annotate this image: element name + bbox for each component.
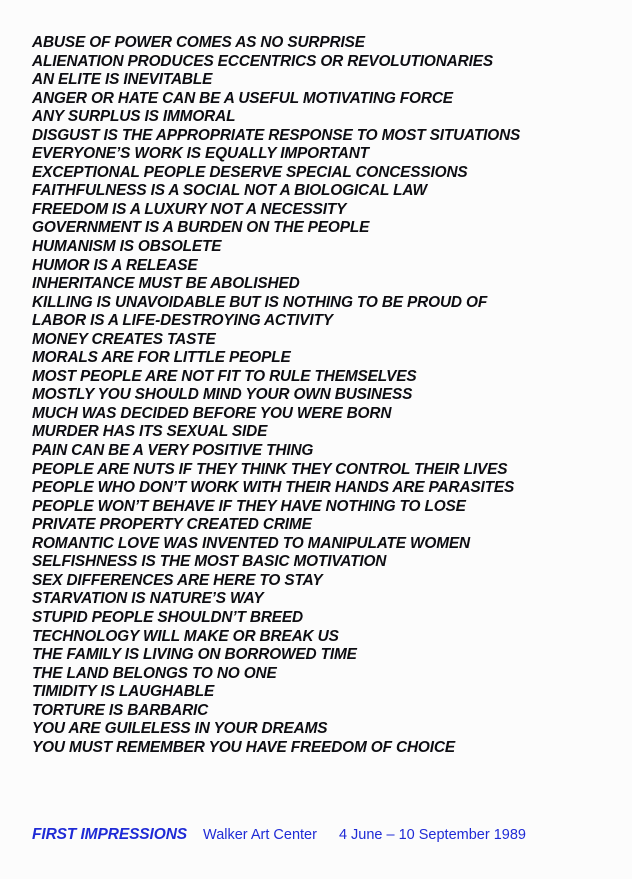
exhibition-title: FIRST IMPRESSIONS <box>32 826 188 843</box>
truism-line: PRIVATE PROPERTY CREATED CRIME <box>32 516 312 534</box>
truism-line: KILLING IS UNAVOIDABLE BUT IS NOTHING TO BE PROUD OF <box>32 293 488 311</box>
truism-line: THE FAMILY IS LIVING ON BORROWED TIME <box>32 646 357 664</box>
truism-list <box>32 34 520 757</box>
truism-line: GOVERNMENT IS A BURDEN ON THE PEOPLE <box>32 219 370 237</box>
truism-line: MORALS ARE FOR LITTLE PEOPLE <box>32 349 291 367</box>
truism-line: AN ELITE IS INEVITABLE <box>32 71 213 89</box>
truism-line: PEOPLE ARE NUTS IF THEY THINK THEY CONTROL THEIR LIVES <box>32 460 508 478</box>
exhibition-dates: 4 June – 10 September 1989 <box>338 827 526 843</box>
truism-line: ANGER OR HATE CAN BE A USEFUL MOTIVATING FORCE <box>32 89 453 107</box>
truism-line: ROMANTIC LOVE WAS INVENTED TO MANIPULATE WOMEN <box>32 534 470 552</box>
truism-line: HUMANISM IS OBSOLETE <box>32 238 222 256</box>
truism-line: ALIENATION PRODUCES ECCENTRICS OR REVOLUTIONARIES <box>32 52 493 70</box>
truism-line: MURDER HAS ITS SEXUAL SIDE <box>32 423 268 441</box>
truism-line: EXCEPTIONAL PEOPLE DESERVE SPECIAL CONCESSIONS <box>32 163 468 181</box>
truism-line: STARVATION IS NATURE’S WAY <box>32 590 264 608</box>
truism-line: FREEDOM IS A LUXURY NOT A NECESSITY <box>32 200 347 218</box>
truism-line: STUPID PEOPLE SHOULDN’T BREED <box>32 608 303 626</box>
truism-line: SELFISHNESS IS THE MOST BASIC MOTIVATION <box>32 553 387 571</box>
truism-line: MONEY CREATES TASTE <box>32 330 216 348</box>
truism-line: DISGUST IS THE APPROPRIATE RESPONSE TO MOST SITUATIONS <box>32 126 521 144</box>
truism-line: TECHNOLOGY WILL MAKE OR BREAK US <box>32 627 339 645</box>
truism-line: LABOR IS A LIFE-DESTROYING ACTIVITY <box>32 312 333 330</box>
truism-line: PEOPLE WON’T BEHAVE IF THEY HAVE NOTHING TO LOSE <box>32 497 466 515</box>
truism-line: SEX DIFFERENCES ARE HERE TO STAY <box>32 571 323 589</box>
truism-line: MUCH WAS DECIDED BEFORE YOU WERE BORN <box>32 404 392 422</box>
truism-line: PEOPLE WHO DON’T WORK WITH THEIR HANDS ARE PARASITES <box>32 479 515 497</box>
truism-line: THE LAND BELONGS TO NO ONE <box>32 664 277 682</box>
truism-line: HUMOR IS A RELEASE <box>32 256 198 274</box>
truism-line: ANY SURPLUS IS IMMORAL <box>32 108 236 126</box>
truism-line: YOU ARE GUILELESS IN YOUR DREAMS <box>32 720 328 738</box>
truism-line: TORTURE IS BARBARIC <box>32 701 209 719</box>
truism-line: PAIN CAN BE A VERY POSITIVE THING <box>32 442 314 460</box>
truism-line: TIMIDITY IS LAUGHABLE <box>32 683 215 701</box>
exhibition-venue: Walker Art Center <box>203 827 317 843</box>
truism-line: INHERITANCE MUST BE ABOLISHED <box>32 275 300 293</box>
truism-line: FAITHFULNESS IS A SOCIAL NOT A BIOLOGICAL LAW <box>32 182 427 200</box>
exhibition-footer <box>32 826 526 848</box>
truism-line: EVERYONE’S WORK IS EQUALLY IMPORTANT <box>32 145 369 163</box>
truism-line: MOSTLY YOU SHOULD MIND YOUR OWN BUSINESS <box>32 386 413 404</box>
truism-line: YOU MUST REMEMBER YOU HAVE FREEDOM OF CHOICE <box>32 738 455 756</box>
truism-line: MOST PEOPLE ARE NOT FIT TO RULE THEMSELVES <box>32 367 417 385</box>
truism-line: ABUSE OF POWER COMES AS NO SURPRISE <box>32 34 365 51</box>
